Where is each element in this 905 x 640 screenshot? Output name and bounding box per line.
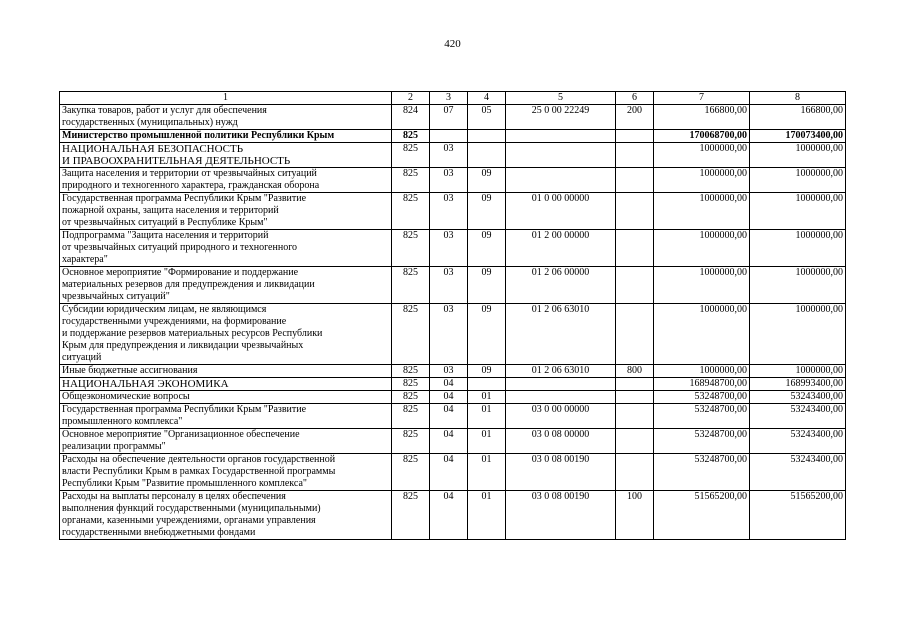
row-name-cell: Защита населения и территории от чрезвычайных ситуаций природного и техногенного характера, гражданская оборона bbox=[60, 168, 392, 193]
target-article-cell: 03 0 08 00000 bbox=[506, 429, 616, 454]
table-row bbox=[60, 267, 846, 304]
header-cell: 6 bbox=[616, 92, 654, 105]
target-article-cell bbox=[506, 130, 616, 143]
expense-type-cell bbox=[616, 193, 654, 230]
admin-code-cell: 825 bbox=[392, 429, 430, 454]
section-code-cell: 07 bbox=[430, 105, 468, 130]
amount-year-1-cell: 53248700,00 bbox=[654, 454, 750, 491]
row-name-cell: Расходы на обеспечение деятельности органов государственной власти Республики Крым в рамках Государственной программы Республики Крым "Развитие промышленного комплекса" bbox=[60, 454, 392, 491]
amount-year-1-cell: 53248700,00 bbox=[654, 391, 750, 404]
header-cell: 3 bbox=[430, 92, 468, 105]
admin-code-cell: 825 bbox=[392, 143, 430, 168]
subsection-code-cell bbox=[468, 130, 506, 143]
subsection-code-cell bbox=[468, 143, 506, 168]
admin-code-cell: 825 bbox=[392, 130, 430, 143]
row-name-cell: Министерство промышленной политики Республики Крым bbox=[60, 130, 392, 143]
subsection-code-cell: 09 bbox=[468, 230, 506, 267]
admin-code-cell: 825 bbox=[392, 454, 430, 491]
row-name-cell: Расходы на выплаты персоналу в целях обеспечения выполнения функций государственными (муниципальными) органами, казенными учреждениями, органами управления государственными внебюджетными фондами bbox=[60, 491, 392, 540]
target-article-cell: 01 0 00 00000 bbox=[506, 193, 616, 230]
expense-type-cell bbox=[616, 391, 654, 404]
header-row bbox=[60, 92, 846, 105]
subsection-code-cell: 09 bbox=[468, 193, 506, 230]
admin-code-cell: 825 bbox=[392, 404, 430, 429]
target-article-cell: 01 2 00 00000 bbox=[506, 230, 616, 267]
amount-year-2-cell: 1000000,00 bbox=[750, 230, 846, 267]
amount-year-2-cell: 1000000,00 bbox=[750, 365, 846, 378]
target-article-cell bbox=[506, 378, 616, 391]
target-article-cell bbox=[506, 391, 616, 404]
section-code-cell: 03 bbox=[430, 143, 468, 168]
section-code-cell: 04 bbox=[430, 378, 468, 391]
row-name-cell: НАЦИОНАЛЬНАЯ ЭКОНОМИКА bbox=[60, 378, 392, 391]
admin-code-cell: 824 bbox=[392, 105, 430, 130]
subsection-code-cell: 01 bbox=[468, 491, 506, 540]
subsection-code-cell: 05 bbox=[468, 105, 506, 130]
row-name-cell: Основное мероприятие "Организационное обеспечение реализации программы" bbox=[60, 429, 392, 454]
section-code-cell: 04 bbox=[430, 404, 468, 429]
expense-type-cell bbox=[616, 168, 654, 193]
table-row bbox=[60, 454, 846, 491]
target-article-cell: 03 0 08 00190 bbox=[506, 491, 616, 540]
admin-code-cell: 825 bbox=[392, 267, 430, 304]
expense-type-cell bbox=[616, 267, 654, 304]
target-article-cell bbox=[506, 143, 616, 168]
amount-year-2-cell: 53243400,00 bbox=[750, 429, 846, 454]
row-name-cell: НАЦИОНАЛЬНАЯ БЕЗОПАСНОСТЬ И ПРАВООХРАНИТЕЛЬНАЯ ДЕЯТЕЛЬНОСТЬ bbox=[60, 143, 392, 168]
header-cell: 4 bbox=[468, 92, 506, 105]
amount-year-1-cell: 168948700,00 bbox=[654, 378, 750, 391]
subsection-code-cell: 01 bbox=[468, 454, 506, 491]
section-code-cell: 03 bbox=[430, 230, 468, 267]
amount-year-2-cell: 1000000,00 bbox=[750, 304, 846, 365]
amount-year-2-cell: 1000000,00 bbox=[750, 267, 846, 304]
admin-code-cell: 825 bbox=[392, 391, 430, 404]
section-code-cell: 03 bbox=[430, 365, 468, 378]
amount-year-2-cell: 1000000,00 bbox=[750, 193, 846, 230]
admin-code-cell: 825 bbox=[392, 193, 430, 230]
table-row bbox=[60, 105, 846, 130]
table-row bbox=[60, 429, 846, 454]
amount-year-1-cell: 51565200,00 bbox=[654, 491, 750, 540]
table-row bbox=[60, 378, 846, 391]
table-row bbox=[60, 391, 846, 404]
subsection-code-cell: 09 bbox=[468, 267, 506, 304]
row-name-cell: Подпрограмма "Защита населения и территорий от чрезвычайных ситуаций природного и техногенного характера" bbox=[60, 230, 392, 267]
table-row bbox=[60, 304, 846, 365]
row-name-cell: Государственная программа Республики Крым "Развитие промышленного комплекса" bbox=[60, 404, 392, 429]
amount-year-1-cell: 1000000,00 bbox=[654, 168, 750, 193]
header-cell: 8 bbox=[750, 92, 846, 105]
expense-type-cell bbox=[616, 454, 654, 491]
amount-year-2-cell: 1000000,00 bbox=[750, 168, 846, 193]
subsection-code-cell bbox=[468, 378, 506, 391]
section-code-cell: 04 bbox=[430, 454, 468, 491]
target-article-cell bbox=[506, 168, 616, 193]
admin-code-cell: 825 bbox=[392, 378, 430, 391]
section-code-cell: 04 bbox=[430, 491, 468, 540]
table-row bbox=[60, 404, 846, 429]
expense-type-cell bbox=[616, 143, 654, 168]
admin-code-cell: 825 bbox=[392, 230, 430, 267]
section-code-cell bbox=[430, 130, 468, 143]
amount-year-1-cell: 53248700,00 bbox=[654, 404, 750, 429]
table-row bbox=[60, 193, 846, 230]
amount-year-1-cell: 1000000,00 bbox=[654, 143, 750, 168]
expense-type-cell bbox=[616, 378, 654, 391]
admin-code-cell: 825 bbox=[392, 304, 430, 365]
target-article-cell: 03 0 00 00000 bbox=[506, 404, 616, 429]
row-name-cell: Субсидии юридическим лицам, не являющимся государственными учреждениями, на формирование и поддержание резервов материальных ресурсов Республики Крым для предупреждения и ликвидации чрезвычайных ситуаций bbox=[60, 304, 392, 365]
amount-year-2-cell: 166800,00 bbox=[750, 105, 846, 130]
amount-year-1-cell: 1000000,00 bbox=[654, 267, 750, 304]
amount-year-2-cell: 53243400,00 bbox=[750, 454, 846, 491]
table-row bbox=[60, 130, 846, 143]
row-name-cell: Иные бюджетные ассигнования bbox=[60, 365, 392, 378]
subsection-code-cell: 01 bbox=[468, 404, 506, 429]
page-number: 420 bbox=[444, 38, 461, 50]
expense-type-cell bbox=[616, 304, 654, 365]
table-row bbox=[60, 143, 846, 168]
amount-year-1-cell: 1000000,00 bbox=[654, 365, 750, 378]
row-name-cell: Основное мероприятие "Формирование и поддержание материальных резервов для предупреждения и ликвидации чрезвычайных ситуаций" bbox=[60, 267, 392, 304]
expense-type-cell bbox=[616, 230, 654, 267]
amount-year-1-cell: 170068700,00 bbox=[654, 130, 750, 143]
amount-year-2-cell: 53243400,00 bbox=[750, 391, 846, 404]
amount-year-1-cell: 166800,00 bbox=[654, 105, 750, 130]
target-article-cell: 03 0 08 00190 bbox=[506, 454, 616, 491]
section-code-cell: 03 bbox=[430, 304, 468, 365]
subsection-code-cell: 01 bbox=[468, 391, 506, 404]
table-row bbox=[60, 230, 846, 267]
subsection-code-cell: 01 bbox=[468, 429, 506, 454]
target-article-cell: 25 0 00 22249 bbox=[506, 105, 616, 130]
subsection-code-cell: 09 bbox=[468, 304, 506, 365]
expense-type-cell: 200 bbox=[616, 105, 654, 130]
expense-type-cell: 800 bbox=[616, 365, 654, 378]
expense-type-cell: 100 bbox=[616, 491, 654, 540]
expense-type-cell bbox=[616, 130, 654, 143]
expense-type-cell bbox=[616, 429, 654, 454]
row-name-cell: Общеэкономические вопросы bbox=[60, 391, 392, 404]
expense-type-cell bbox=[616, 404, 654, 429]
section-code-cell: 03 bbox=[430, 267, 468, 304]
table-row bbox=[60, 168, 846, 193]
admin-code-cell: 825 bbox=[392, 491, 430, 540]
amount-year-1-cell: 1000000,00 bbox=[654, 304, 750, 365]
subsection-code-cell: 09 bbox=[468, 365, 506, 378]
target-article-cell: 01 2 06 63010 bbox=[506, 304, 616, 365]
table-row bbox=[60, 365, 846, 378]
section-code-cell: 03 bbox=[430, 193, 468, 230]
amount-year-2-cell: 51565200,00 bbox=[750, 491, 846, 540]
amount-year-2-cell: 168993400,00 bbox=[750, 378, 846, 391]
header-cell: 2 bbox=[392, 92, 430, 105]
amount-year-1-cell: 1000000,00 bbox=[654, 193, 750, 230]
header-cell: 5 bbox=[506, 92, 616, 105]
target-article-cell: 01 2 06 00000 bbox=[506, 267, 616, 304]
amount-year-2-cell: 170073400,00 bbox=[750, 130, 846, 143]
admin-code-cell: 825 bbox=[392, 168, 430, 193]
table-row bbox=[60, 491, 846, 540]
header-cell: 1 bbox=[60, 92, 392, 105]
amount-year-2-cell: 53243400,00 bbox=[750, 404, 846, 429]
row-name-cell: Закупка товаров, работ и услуг для обеспечения государственных (муниципальных) нужд bbox=[60, 105, 392, 130]
subsection-code-cell: 09 bbox=[468, 168, 506, 193]
section-code-cell: 04 bbox=[430, 429, 468, 454]
budget-table bbox=[59, 91, 846, 540]
amount-year-2-cell: 1000000,00 bbox=[750, 143, 846, 168]
table-body bbox=[60, 105, 846, 540]
admin-code-cell: 825 bbox=[392, 365, 430, 378]
section-code-cell: 03 bbox=[430, 168, 468, 193]
header-cell: 7 bbox=[654, 92, 750, 105]
target-article-cell: 01 2 06 63010 bbox=[506, 365, 616, 378]
amount-year-1-cell: 53248700,00 bbox=[654, 429, 750, 454]
row-name-cell: Государственная программа Республики Крым "Развитие пожарной охраны, защита населения и территорий от чрезвычайных ситуаций в Республике Крым" bbox=[60, 193, 392, 230]
section-code-cell: 04 bbox=[430, 391, 468, 404]
amount-year-1-cell: 1000000,00 bbox=[654, 230, 750, 267]
